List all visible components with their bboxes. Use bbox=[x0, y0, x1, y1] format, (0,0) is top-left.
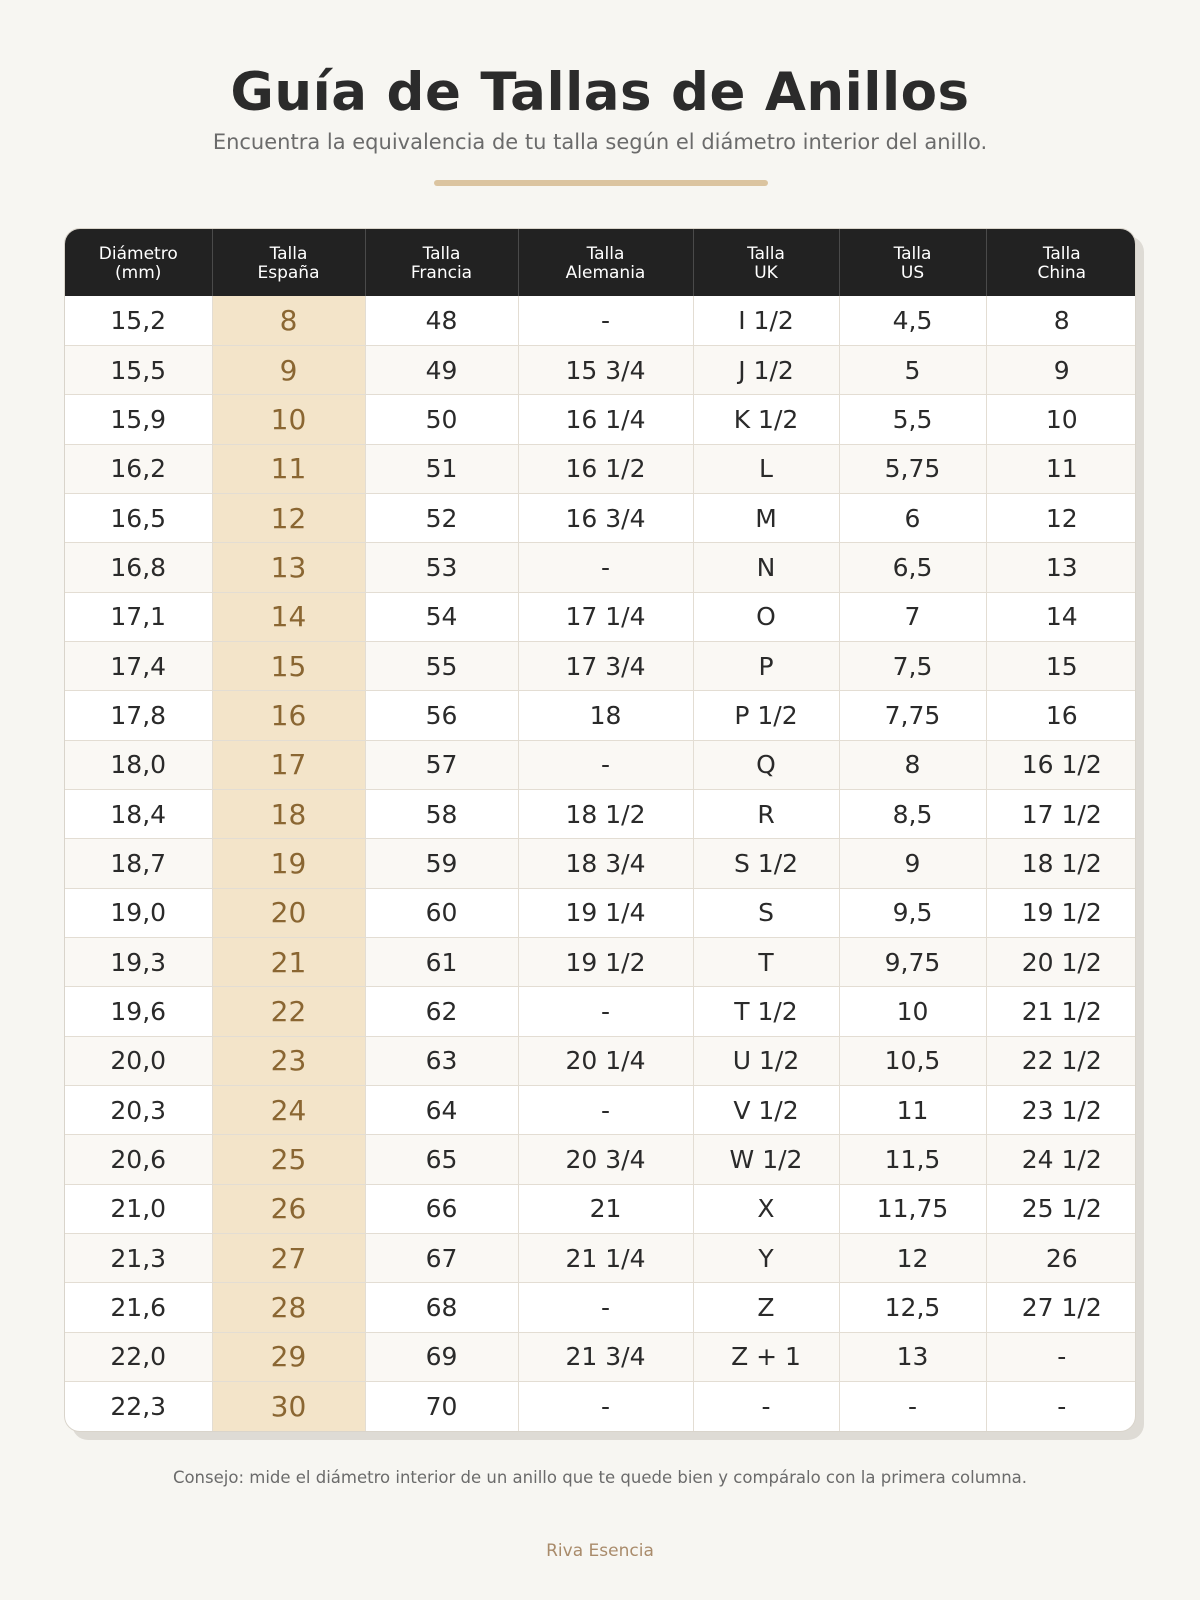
table-row bbox=[65, 592, 1136, 641]
cell-alemania: 15 3/4 bbox=[518, 345, 693, 394]
cell-china: 16 1/2 bbox=[986, 740, 1136, 789]
cell-espana: 14 bbox=[212, 592, 365, 641]
cell-francia: 68 bbox=[365, 1283, 518, 1332]
cell-alemania: 21 1/4 bbox=[518, 1234, 693, 1283]
cell-uk: - bbox=[693, 1382, 839, 1431]
cell-alemania: - bbox=[518, 1086, 693, 1135]
cell-espana: 16 bbox=[212, 691, 365, 740]
cell-china: 22 1/2 bbox=[986, 1036, 1136, 1085]
cell-espana: 9 bbox=[212, 345, 365, 394]
cell-espana: 25 bbox=[212, 1135, 365, 1184]
cell-alemania: 16 1/4 bbox=[518, 395, 693, 444]
cell-espana: 24 bbox=[212, 1086, 365, 1135]
header-alemania bbox=[518, 229, 693, 296]
cell-francia: 48 bbox=[365, 296, 518, 345]
table-row bbox=[65, 789, 1136, 838]
cell-espana: 17 bbox=[212, 740, 365, 789]
cell-espana: 10 bbox=[212, 395, 365, 444]
cell-alemania: 18 bbox=[518, 691, 693, 740]
cell-francia: 64 bbox=[365, 1086, 518, 1135]
table-row bbox=[65, 345, 1136, 394]
cell-espana: 30 bbox=[212, 1382, 365, 1431]
cell-espana: 29 bbox=[212, 1332, 365, 1381]
header-diametro bbox=[65, 229, 212, 296]
cell-diametro: 21,3 bbox=[65, 1234, 212, 1283]
cell-uk: Z bbox=[693, 1283, 839, 1332]
cell-uk: Q bbox=[693, 740, 839, 789]
table-row bbox=[65, 1332, 1136, 1381]
cell-us: 6,5 bbox=[839, 543, 986, 592]
cell-diametro: 22,0 bbox=[65, 1332, 212, 1381]
cell-uk: Y bbox=[693, 1234, 839, 1283]
cell-francia: 70 bbox=[365, 1382, 518, 1431]
cell-diametro: 20,6 bbox=[65, 1135, 212, 1184]
cell-uk: Z + 1 bbox=[693, 1332, 839, 1381]
cell-china: 10 bbox=[986, 395, 1136, 444]
table-row bbox=[65, 1086, 1136, 1135]
cell-alemania: 20 3/4 bbox=[518, 1135, 693, 1184]
header-label-line: Diámetro bbox=[98, 243, 178, 264]
cell-us: 9 bbox=[839, 839, 986, 888]
table-row bbox=[65, 395, 1136, 444]
cell-uk: K 1/2 bbox=[693, 395, 839, 444]
cell-us: 6 bbox=[839, 493, 986, 542]
page-subtitle: Encuentra la equivalencia de tu talla según el diámetro interior del anillo. bbox=[212, 130, 988, 154]
header-china bbox=[986, 229, 1136, 296]
cell-us: - bbox=[839, 1382, 986, 1431]
table-row bbox=[65, 987, 1136, 1036]
cell-diametro: 21,6 bbox=[65, 1283, 212, 1332]
cell-alemania: 16 1/2 bbox=[518, 444, 693, 493]
table-row bbox=[65, 493, 1136, 542]
header-label-line: Talla bbox=[269, 243, 308, 264]
cell-francia: 63 bbox=[365, 1036, 518, 1085]
cell-diametro: 19,6 bbox=[65, 987, 212, 1036]
cell-us: 8 bbox=[839, 740, 986, 789]
cell-china: 24 1/2 bbox=[986, 1135, 1136, 1184]
cell-us: 11,75 bbox=[839, 1184, 986, 1233]
cell-francia: 60 bbox=[365, 888, 518, 937]
cell-china: 19 1/2 bbox=[986, 888, 1136, 937]
table-body bbox=[65, 296, 1136, 1431]
header-label-line: España bbox=[257, 262, 320, 283]
cell-us: 5,75 bbox=[839, 444, 986, 493]
brand-name: Riva Esencia bbox=[546, 1541, 654, 1561]
cell-uk: R bbox=[693, 789, 839, 838]
cell-us: 7 bbox=[839, 592, 986, 641]
cell-uk: O bbox=[693, 592, 839, 641]
table-row bbox=[65, 1382, 1136, 1431]
cell-espana: 26 bbox=[212, 1184, 365, 1233]
table-row bbox=[65, 888, 1136, 937]
cell-uk: T bbox=[693, 937, 839, 986]
cell-uk: I 1/2 bbox=[693, 296, 839, 345]
cell-us: 5,5 bbox=[839, 395, 986, 444]
cell-china: - bbox=[1057, 1391, 1067, 1421]
cell-diametro: 15,9 bbox=[65, 395, 212, 444]
cell-francia: 58 bbox=[365, 789, 518, 838]
table-header bbox=[65, 229, 1136, 296]
table-row bbox=[65, 296, 1136, 345]
header-label-line: Alemania bbox=[565, 262, 646, 283]
cell-francia: 61 bbox=[365, 937, 518, 986]
header-label-line: Francia bbox=[410, 262, 473, 283]
cell-diametro: 16,8 bbox=[65, 543, 212, 592]
cell-alemania: 21 bbox=[518, 1184, 693, 1233]
cell-uk: N bbox=[693, 543, 839, 592]
cell-alemania: - bbox=[518, 1283, 693, 1332]
cell-diametro: 20,0 bbox=[65, 1036, 212, 1085]
cell-diametro: 18,7 bbox=[65, 839, 212, 888]
cell-china: 21 1/2 bbox=[986, 987, 1136, 1036]
cell-francia: 52 bbox=[365, 493, 518, 542]
header-us bbox=[839, 229, 986, 296]
cell-uk: M bbox=[693, 493, 839, 542]
cell-diametro: 22,3 bbox=[65, 1382, 212, 1431]
cell-alemania: 19 1/4 bbox=[518, 888, 693, 937]
cell-alemania: 17 3/4 bbox=[518, 641, 693, 690]
cell-china: 18 1/2 bbox=[986, 839, 1136, 888]
table-row bbox=[65, 937, 1136, 986]
cell-diametro: 16,5 bbox=[65, 493, 212, 542]
table-row bbox=[65, 1283, 1136, 1332]
cell-francia: 50 bbox=[365, 395, 518, 444]
header-label-line: UK bbox=[754, 262, 778, 283]
cell-us: 10,5 bbox=[839, 1036, 986, 1085]
cell-espana: 8 bbox=[212, 296, 365, 345]
header-label-line: Talla bbox=[893, 243, 932, 264]
header-label-line: (mm) bbox=[115, 262, 162, 283]
cell-china: 17 1/2 bbox=[986, 789, 1136, 838]
cell-espana: 22 bbox=[212, 987, 365, 1036]
cell-francia: 51 bbox=[365, 444, 518, 493]
cell-us: 11,5 bbox=[839, 1135, 986, 1184]
cell-diametro: 18,0 bbox=[65, 740, 212, 789]
cell-diametro: 18,4 bbox=[65, 789, 212, 838]
header-label-line: US bbox=[900, 262, 925, 283]
cell-diametro: 15,5 bbox=[65, 345, 212, 394]
cell-china: - bbox=[986, 1332, 1136, 1381]
cell-francia: 69 bbox=[365, 1332, 518, 1381]
cell-us: 12,5 bbox=[839, 1283, 986, 1332]
table-row bbox=[65, 740, 1136, 789]
cell-uk: T 1/2 bbox=[693, 987, 839, 1036]
cell-espana: 12 bbox=[212, 493, 365, 542]
cell-francia: 66 bbox=[365, 1184, 518, 1233]
cell-us: 7,75 bbox=[839, 691, 986, 740]
cell-us: 10 bbox=[839, 987, 986, 1036]
cell-us: 13 bbox=[839, 1332, 986, 1381]
cell-alemania: 18 3/4 bbox=[518, 839, 693, 888]
cell-uk: S 1/2 bbox=[693, 839, 839, 888]
cell-us: 7,5 bbox=[839, 641, 986, 690]
cell-diametro: 19,3 bbox=[65, 937, 212, 986]
cell-uk: V 1/2 bbox=[693, 1086, 839, 1135]
cell-china: 11 bbox=[986, 444, 1136, 493]
cell-china: 25 1/2 bbox=[986, 1184, 1136, 1233]
cell-francia: 55 bbox=[365, 641, 518, 690]
cell-uk: P bbox=[693, 641, 839, 690]
cell-espana: 13 bbox=[212, 543, 365, 592]
cell-espana: 28 bbox=[212, 1283, 365, 1332]
cell-uk: S bbox=[693, 888, 839, 937]
cell-china: 13 bbox=[986, 543, 1136, 592]
cell-diametro: 19,0 bbox=[65, 888, 212, 937]
cell-us: 5 bbox=[839, 345, 986, 394]
cell-us: 9,5 bbox=[839, 888, 986, 937]
cell-us: 11 bbox=[839, 1086, 986, 1135]
cell-china: 15 bbox=[986, 641, 1136, 690]
cell-francia: 67 bbox=[365, 1234, 518, 1283]
page-title: Guía de Tallas de Anillos bbox=[230, 62, 970, 123]
cell-espana: 15 bbox=[212, 641, 365, 690]
cell-alemania: - bbox=[518, 987, 693, 1036]
cell-us: 4,5 bbox=[839, 296, 986, 345]
cell-uk: L bbox=[693, 444, 839, 493]
cell-francia: 54 bbox=[365, 592, 518, 641]
cell-china: 23 1/2 bbox=[986, 1086, 1136, 1135]
cell-diametro: 20,3 bbox=[65, 1086, 212, 1135]
cell-china: 20 1/2 bbox=[986, 937, 1136, 986]
cell-alemania: 19 1/2 bbox=[518, 937, 693, 986]
table-row bbox=[65, 444, 1136, 493]
cell-francia: 57 bbox=[365, 740, 518, 789]
cell-francia: 53 bbox=[365, 543, 518, 592]
cell-china: 8 bbox=[986, 296, 1136, 345]
title-divider bbox=[434, 180, 768, 186]
table-row bbox=[65, 1184, 1136, 1233]
cell-diametro: 17,8 bbox=[65, 691, 212, 740]
cell-alemania: 16 3/4 bbox=[518, 493, 693, 542]
header-uk bbox=[693, 229, 839, 296]
table-row bbox=[65, 839, 1136, 888]
cell-diametro: 17,1 bbox=[65, 592, 212, 641]
table-row bbox=[65, 691, 1136, 740]
cell-espana: 18 bbox=[212, 789, 365, 838]
cell-alemania: 21 3/4 bbox=[518, 1332, 693, 1381]
header-label-line: Talla bbox=[1042, 243, 1081, 264]
cell-uk: X bbox=[693, 1184, 839, 1233]
header-label-line: Talla bbox=[422, 243, 461, 264]
header-label-line: Talla bbox=[586, 243, 625, 264]
table-row bbox=[65, 1234, 1136, 1283]
table-row bbox=[65, 1036, 1136, 1085]
size-table-container bbox=[64, 228, 1136, 1432]
cell-alemania: 17 1/4 bbox=[518, 592, 693, 641]
cell-china: 12 bbox=[986, 493, 1136, 542]
header-francia bbox=[365, 229, 518, 296]
ring-size-table bbox=[65, 229, 1136, 1431]
cell-francia: 59 bbox=[365, 839, 518, 888]
cell-diametro: 21,0 bbox=[65, 1184, 212, 1233]
cell-espana: 21 bbox=[212, 937, 365, 986]
cell-francia: 62 bbox=[365, 987, 518, 1036]
cell-uk: U 1/2 bbox=[693, 1036, 839, 1085]
cell-alemania: - bbox=[518, 543, 693, 592]
cell-diametro: 15,2 bbox=[65, 296, 212, 345]
cell-francia: 56 bbox=[365, 691, 518, 740]
header-espana bbox=[212, 229, 365, 296]
cell-uk: J 1/2 bbox=[693, 345, 839, 394]
cell-francia: 65 bbox=[365, 1135, 518, 1184]
cell-china: 16 bbox=[986, 691, 1136, 740]
cell-diametro: 16,2 bbox=[65, 444, 212, 493]
header-label-line: China bbox=[1037, 262, 1087, 283]
cell-uk: W 1/2 bbox=[693, 1135, 839, 1184]
cell-us: 8,5 bbox=[839, 789, 986, 838]
tip-text: Consejo: mide el diámetro interior de un anillo que te quede bien y compáralo con la primera columna. bbox=[172, 1468, 1028, 1487]
cell-espana: 23 bbox=[212, 1036, 365, 1085]
table-row bbox=[65, 641, 1136, 690]
cell-espana: 27 bbox=[212, 1234, 365, 1283]
cell-alemania: - bbox=[518, 296, 693, 345]
cell-espana: 20 bbox=[212, 888, 365, 937]
cell-diametro: 17,4 bbox=[65, 641, 212, 690]
cell-china: 9 bbox=[986, 345, 1136, 394]
table-row bbox=[65, 1135, 1136, 1184]
cell-china: 14 bbox=[986, 592, 1136, 641]
cell-alemania: - bbox=[518, 1382, 693, 1431]
cell-alemania: - bbox=[518, 740, 693, 789]
cell-china: 26 bbox=[986, 1234, 1136, 1283]
cell-us: 9,75 bbox=[839, 937, 986, 986]
cell-espana: 19 bbox=[212, 839, 365, 888]
cell-uk: P 1/2 bbox=[693, 691, 839, 740]
cell-alemania: 18 1/2 bbox=[518, 789, 693, 838]
cell-espana: 11 bbox=[212, 444, 365, 493]
cell-francia: 49 bbox=[365, 345, 518, 394]
table-row bbox=[65, 543, 1136, 592]
cell-china: 27 1/2 bbox=[986, 1283, 1136, 1332]
cell-alemania: 20 1/4 bbox=[518, 1036, 693, 1085]
cell-us: 12 bbox=[839, 1234, 986, 1283]
header-label-line: Talla bbox=[747, 243, 785, 264]
